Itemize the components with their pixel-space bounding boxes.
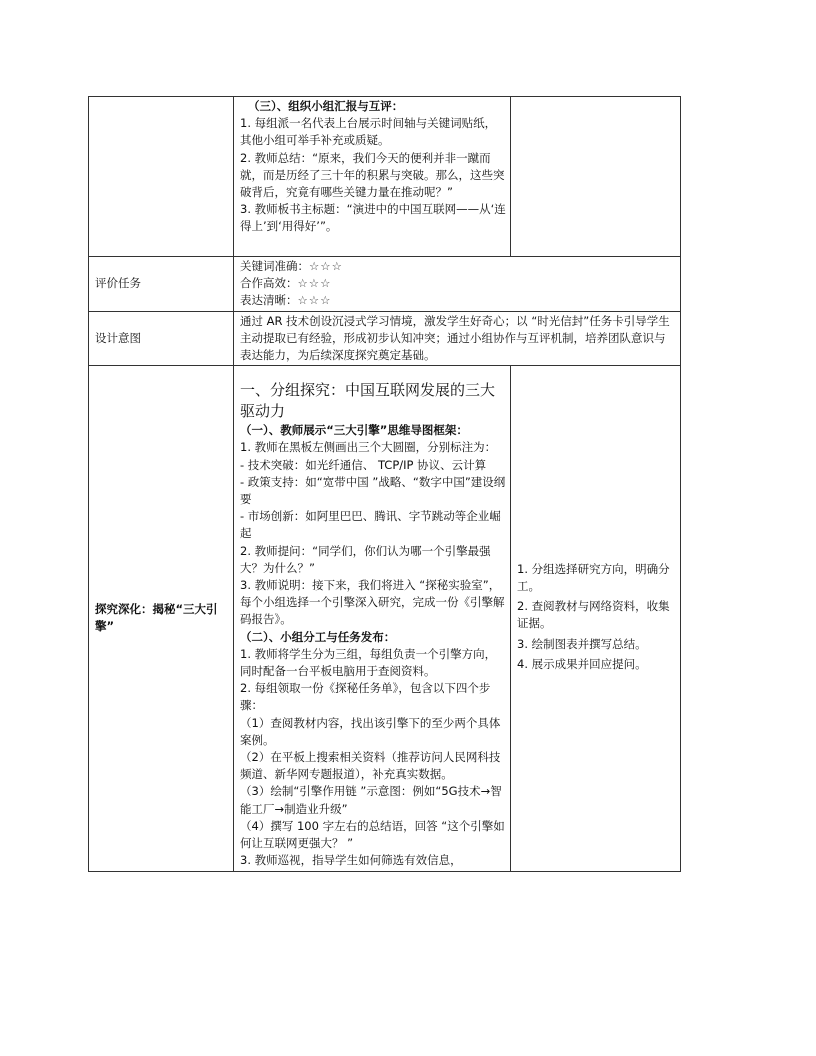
teacher-activity-cell [234,97,511,257]
paragraph: （1）查阅教材内容，找出该引擎下的至少两个具体案例。 [240,715,501,747]
paragraph: 1. 教师将学生分为三组，每组负责一个引擎方向，同时配备一台平板电脑用于查阅资料。 [240,646,497,679]
paragraph: 2. 教师总结：“原来，我们今天的便利并非一蹴而就，而是历经了三十年的积累与突破。那么，这些突破背后，究竟有哪些关键力量在推动呢？” [240,150,505,200]
paragraph: 2. 每组领取一份《探秘任务单》，包含以下四个步骤： [240,681,491,713]
paragraph: - 市场创新：如阿里巴巴、腾讯、字节跳动等企业崛起 [240,509,501,541]
paragraph: （2）在平板上搜索相关资料（推荐访问人民网科技频道、新华网专题报道），补充真实数据。 [240,750,501,782]
teacher-activity-cell [234,366,511,871]
row-label-evaluation: 评价任务 [89,257,234,312]
list-item: 1. 分组选择研究方向，明确分工。 [517,561,670,593]
paragraph: 3. 教师说明：接下来，我们将进入 “探秘实验室”，每个小组选择一个引擎深入研究，完成一份《引擎解码报告》。 [240,578,505,627]
paragraph: 3. 教师板书主标题：“演进中的中国互联网——从‘连得上’到‘用得好’”。 [240,202,506,234]
table-row [89,97,681,257]
evaluation-item: 合作高效：☆☆☆ [240,276,332,291]
list-item: 2. 查阅教材与网络资料，收集证据。 [517,599,670,631]
paragraph: 1. 每组派一名代表上台展示时间轴与关键词贴纸，其他小组可举手补充或质疑。 [240,116,497,148]
paragraph: 3. 教师巡视，指导学生如何筛选有效信息， [240,853,462,868]
star-rating: ☆☆☆ [309,259,343,273]
sub-heading: （二）、小组分工与任务发布： [240,629,396,644]
star-rating: ☆☆☆ [297,293,332,308]
paragraph: （4）撰写 100 字左右的总结语，回答 “这个引擎如何让互联网更强大？ ” [240,818,505,851]
student-activity-cell [511,366,681,871]
paragraph: 1. 教师在黑板左侧画出三个大圆圈，分别标注为： [240,440,497,455]
evaluation-item: 表达清晰：☆☆☆ [240,293,332,308]
paragraph: 2. 教师提问：“同学们，你们认为哪一个引擎最强大？为什么？” [240,543,491,575]
paragraph: （3）绘制“引擎作用链 ”示意图：例如“5G技术→智能工厂→制造业升级” [240,784,502,816]
table-row [89,366,681,871]
paragraph: - 技术突破：如光纤通信、 TCP/IP 协议、云计算 [240,457,487,472]
list-item: 3. 绘制图表并撰写总结。 [517,636,647,651]
table-row [89,311,681,366]
paragraph: - 政策支持：如“宽带中国 ”战略、“数字中国”建设纲要 [240,474,506,507]
evaluation-cell [234,257,681,312]
sub-heading: （一）、教师展示“三大引擎”思维导图框架： [240,423,468,438]
section-title: 一、分组探究：中国互联网发展的三大驱动力 [240,381,496,421]
list-item: 4. 展示成果并回应提问。 [517,656,647,671]
design-intent-cell: 通过 AR 技术创设沉浸式学习情境，激发学生好奇心；以 “时光信封”任务卡引导学生主动提取已有经验，形成初步认知冲突；通过小组协作与互评机制，培养团队意识与表达能力，为后续深度探究奠定基础。 [234,311,681,366]
lesson-plan-table [88,96,681,872]
section-heading: （三）、组织小组汇报与互评： [248,99,404,113]
evaluation-item: 关键词准确：☆☆☆ [240,259,343,273]
star-rating: ☆☆☆ [297,276,332,291]
row-label-design-intent: 设计意图 [89,311,234,366]
student-activity-cell [511,97,681,257]
row-label-inquiry: 探究深化：揭秘“三大引擎” [89,366,234,871]
table-row [89,257,681,312]
row-label-empty [89,97,234,257]
